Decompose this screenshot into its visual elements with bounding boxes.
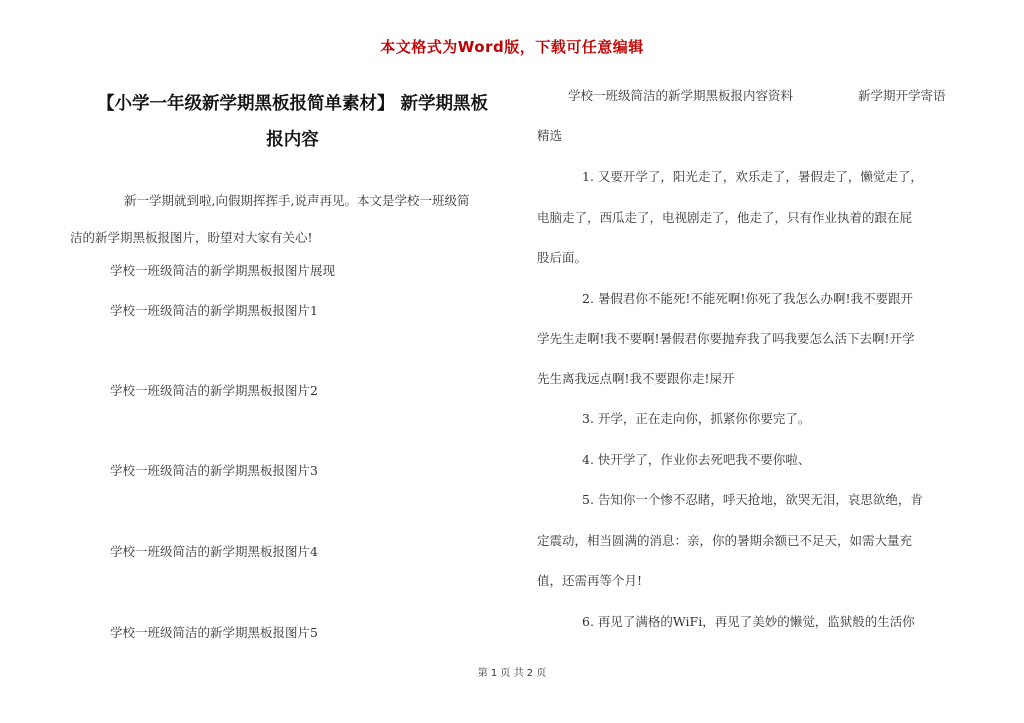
list-item: 5. 告知你一个惨不忍睹，呼天抢地，欲哭无泪，哀思欲绝，肯 — [582, 492, 923, 507]
list-item: 2. 暑假君你不能死!不能死啊!你死了我怎么办啊!我不要跟开 — [582, 291, 913, 306]
list-item-cont: 学先生走啊!我不要啊!暑假君你要抛弃我了吗我要怎么活下去啊!开学 — [537, 331, 915, 346]
list-item: 1. 又要开学了，阳光走了，欢乐走了，暑假走了，懒觉走了， — [582, 169, 923, 184]
title-line-2: 报内容 — [266, 130, 319, 150]
image-caption: 学校一班级简洁的新学期黑板报图片3 — [110, 463, 318, 478]
image-caption: 学校一班级简洁的新学期黑板报图片5 — [110, 625, 318, 640]
page-number: 第 1 页 共 2 页 — [477, 668, 547, 679]
article-title — [70, 86, 515, 158]
list-item-cont: 定震动，相当圆满的消息：亲，你的暑期余额已不足天，如需大量充 — [537, 533, 913, 548]
list-item: 6. 再见了满格的WiFi，再见了美妙的懒觉，监狱般的生活你 — [582, 614, 915, 629]
right-top-line-c: 精选 — [537, 128, 563, 143]
section-heading: 学校一班级简洁的新学期黑板报图片展现 — [110, 263, 336, 278]
right-top-line-a: 学校一班级简洁的新学期黑板报内容资料 — [568, 88, 794, 103]
list-item-cont: 先生离我远点啊!我不要跟你走!屎开 — [537, 371, 735, 386]
list-item: 4. 快开学了，作业你去死吧我不要你啦、 — [582, 452, 811, 467]
intro-paragraph — [70, 182, 515, 256]
intro-line-1: 新一学期就到啦,向假期挥挥手,说声再见。本文是学校一班级简 — [124, 193, 470, 208]
list-item-cont: 值，还需再等个月! — [537, 573, 643, 588]
image-caption: 学校一班级简洁的新学期黑板报图片2 — [110, 383, 318, 398]
list-item: 3. 开学，正在走向你，抓紧你你要完了。 — [582, 411, 811, 426]
title-line-1: 【小学一年级新学期黑板报简单素材】 新学期黑板 — [96, 94, 489, 114]
image-caption: 学校一班级简洁的新学期黑板报图片4 — [110, 544, 318, 559]
list-item-cont: 股后面。 — [537, 250, 588, 265]
right-top-line-b: 新学期开学寄语 — [858, 88, 946, 103]
image-caption: 学校一班级简洁的新学期黑板报图片1 — [110, 303, 318, 318]
list-item-cont: 电脑走了，西瓜走了，电视剧走了，他走了，只有作业执着的跟在屁 — [537, 210, 913, 225]
left-column — [70, 86, 515, 256]
word-format-banner: 本文格式为Word版，下载可任意编辑 — [380, 38, 644, 56]
intro-line-2: 洁的新学期黑板报图片，盼望对大家有关心! — [70, 230, 313, 245]
